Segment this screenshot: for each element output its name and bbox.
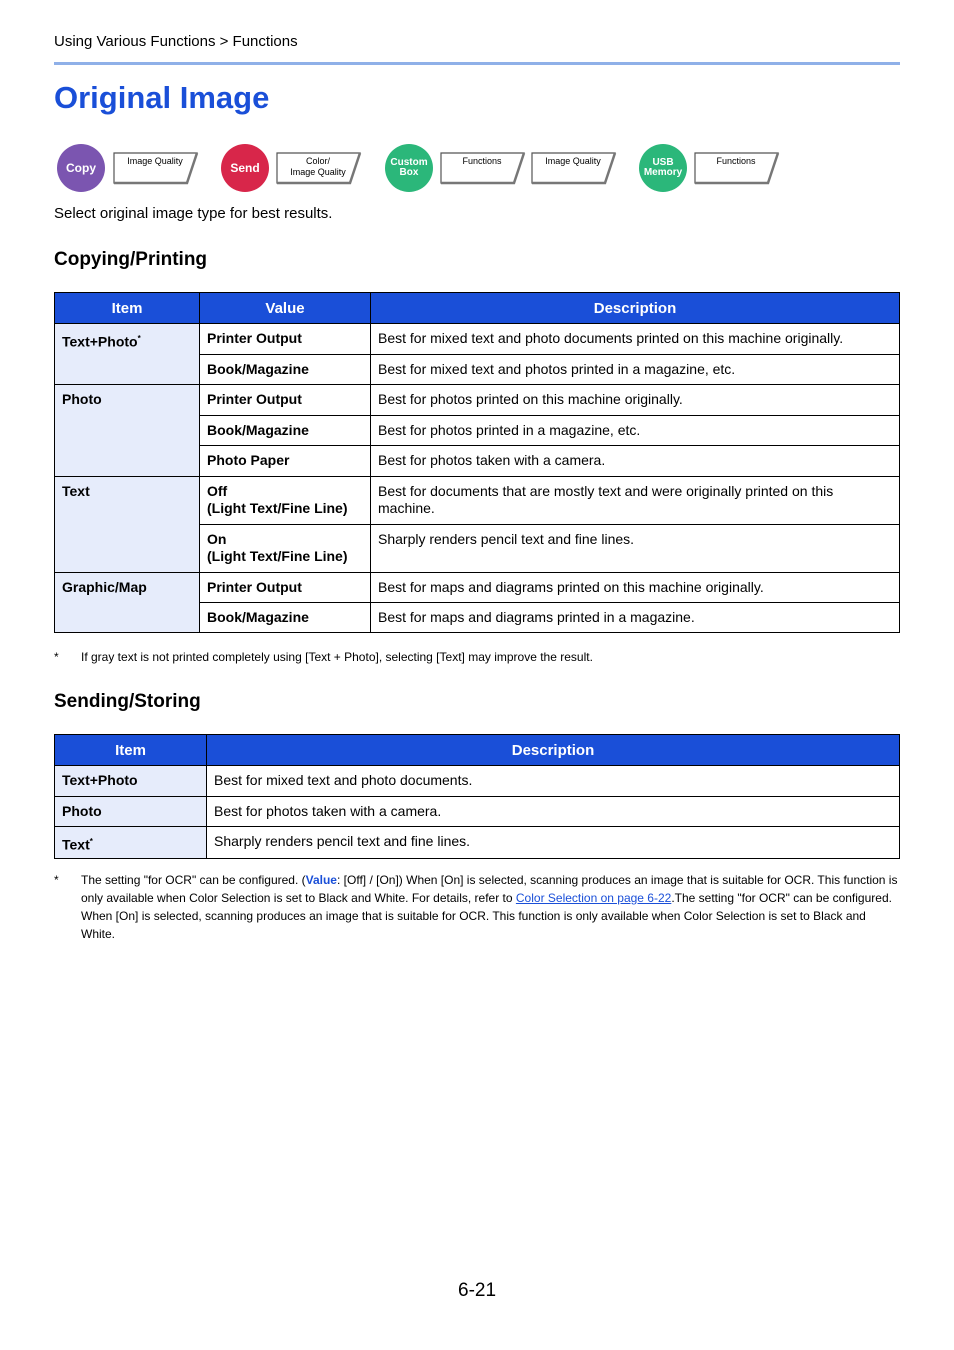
value-cell: Book/Magazine	[200, 603, 371, 633]
key-functions-usb	[694, 152, 780, 188]
header-rule	[54, 62, 900, 65]
description-cell: Sharply renders pencil text and fine lines.	[371, 525, 900, 573]
footnote-mark: *	[89, 837, 93, 846]
table-row	[55, 766, 900, 797]
description-cell: Best for photos printed in a magazine, etc.	[371, 416, 900, 446]
usb-memory-button	[639, 144, 687, 192]
description-cell: Best for mixed text and photo documents.	[207, 766, 900, 797]
description-cell: Best for photos taken with a camera.	[207, 797, 900, 827]
custom-label-1: Custom	[390, 157, 428, 168]
key-functions-box	[440, 152, 526, 188]
header-value: Value	[200, 293, 371, 324]
value-cell: Book/Magazine	[200, 416, 371, 446]
footnote-mark: *	[54, 873, 59, 887]
header-item: Item	[55, 735, 207, 766]
description-cell: Best for documents that are mostly text and were originally printed on this machine.	[371, 477, 900, 525]
description-cell: Best for maps and diagrams printed on this machine originally.	[371, 573, 900, 603]
item-cell: Photo	[55, 385, 200, 477]
page-number: 6-21	[458, 1280, 497, 1301]
usb-label-1: USB	[652, 157, 674, 168]
key-label: Functions	[462, 156, 502, 166]
description-cell: Best for photos printed on this machine originally.	[371, 385, 900, 416]
key-image-quality-copy	[113, 152, 199, 188]
footnote-sending	[54, 871, 900, 943]
footnote-mark: *	[137, 334, 141, 343]
copy-mode-button	[57, 144, 105, 192]
value-cell: Printer Output	[200, 324, 371, 355]
description-cell: Best for mixed text and photos printed in a magazine, etc.	[371, 355, 900, 385]
table-row	[55, 797, 900, 827]
custom-label-2: Box	[399, 167, 419, 178]
footnote-mark: *	[54, 650, 59, 664]
header-item: Item	[55, 293, 200, 324]
section-heading-sending: Sending/Storing	[54, 691, 201, 712]
value-cell: Printer Output	[200, 385, 371, 416]
header-description: Description	[207, 735, 900, 766]
sending-table	[54, 734, 900, 859]
color-selection-link[interactable]: Color Selection on page 6-22	[515, 891, 672, 905]
breadcrumb: Using Various Functions > Functions	[54, 33, 298, 50]
key-image-quality-box	[531, 152, 617, 188]
value-cell: On (Light Text/Fine Line)	[200, 525, 371, 573]
intro-text: Select original image type for best results.	[54, 205, 333, 222]
table-header-row	[55, 293, 900, 324]
table-header-row	[55, 735, 900, 766]
copy-label: Copy	[66, 161, 96, 175]
table-row	[55, 827, 900, 859]
item-cell: Text	[55, 477, 200, 573]
key-label: Color/ Image Quality	[290, 156, 346, 177]
footnote-copying	[54, 648, 900, 666]
value-cell: Printer Output	[200, 573, 371, 603]
send-label: Send	[230, 161, 260, 175]
item-cell: Text*	[55, 827, 207, 859]
item-cell: Graphic/Map	[55, 573, 200, 633]
table-row	[55, 324, 900, 355]
description-cell: Best for maps and diagrams printed in a magazine.	[371, 603, 900, 633]
value-cell: Book/Magazine	[200, 355, 371, 385]
copying-table	[54, 292, 900, 633]
item-cell: Photo	[55, 797, 207, 827]
value-keyword: Value	[305, 873, 337, 887]
value-cell: Photo Paper	[200, 446, 371, 477]
footnote-text: If gray text is not printed completely using [Text + Photo], selecting [Text] may improve the result.	[81, 650, 593, 664]
key-color-image-quality	[276, 152, 362, 188]
usb-label-2: Memory	[643, 167, 683, 178]
value-cell: Off (Light Text/Fine Line)	[200, 477, 371, 525]
table-row	[55, 573, 900, 603]
description-cell: Best for photos taken with a camera.	[371, 446, 900, 477]
table-row	[55, 385, 900, 416]
page-title: Original Image	[54, 80, 270, 115]
description-cell: Sharply renders pencil text and fine lines.	[207, 827, 900, 859]
table-row	[55, 477, 900, 525]
key-label: Image Quality	[545, 156, 601, 166]
description-cell: Best for mixed text and photo documents printed on this machine originally.	[371, 324, 900, 355]
key-label: Functions	[716, 156, 756, 166]
item-cell: Text+Photo*	[55, 324, 200, 385]
send-mode-button	[221, 144, 269, 192]
item-cell: Text+Photo	[55, 766, 207, 797]
custom-box-button	[385, 144, 433, 192]
section-heading-copying: Copying/Printing	[54, 249, 208, 270]
key-label: Image Quality	[127, 156, 183, 166]
header-description: Description	[371, 293, 900, 324]
footnote-text: The setting "for OCR" can be configured. (Value: [Off] / [On]) When [On] is selected, scanning produces an image that is suitable for OCR. This function is only available when Color Selection is set to Black and White. For details, refer to Color Selection on page 6-22.The setting "for OCR" can be configured. When [On] is selected, scanning produces an image that is suitable for OCR. This function is only available when Color Selection is set to Black and White.	[81, 873, 898, 941]
